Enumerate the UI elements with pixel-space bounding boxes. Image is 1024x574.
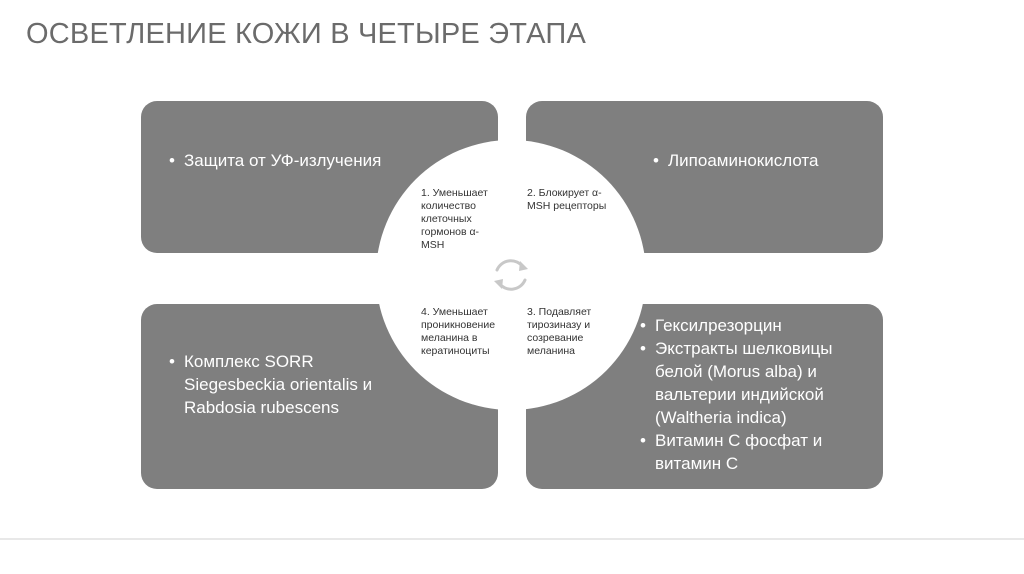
- panel-top-right-list: [653, 149, 873, 172]
- cycle-arrows-icon: [490, 253, 532, 297]
- panel-bottom-right-list: [640, 314, 876, 475]
- step-2-text: 2. Блокирует α-MSH рецепторы: [527, 187, 607, 212]
- slide-title: ОСВЕТЛЕНИЕ КОЖИ В ЧЕТЫРЕ ЭТАПА: [26, 18, 586, 50]
- step-1-text: 1. Уменьшает количество клеточных гормонов α-MSH: [421, 187, 488, 251]
- list-item: • Комплекс SORR Siegesbeckia orientalis и Rabdosia rubescens: [169, 350, 379, 419]
- step-3-text: 3. Подавляет тирозиназу и созревание меланина: [527, 306, 592, 357]
- step-4-text: 4. Уменьшает проникновение меланина в кератиноциты: [421, 306, 496, 357]
- list-item: • Защита от УФ-излучения: [169, 149, 409, 172]
- footer-divider: [0, 538, 1024, 540]
- list-item: • Витамин С фосфат и витамин С: [640, 429, 876, 475]
- panel-top-left-list: [169, 149, 409, 172]
- list-item: • Липоаминокислота: [653, 149, 873, 172]
- panel-bottom-left-list: [169, 350, 379, 419]
- list-item: • Экстракты шелковицы белой (Morus alba) и вальтерии индийской (Waltheria indica): [640, 337, 876, 429]
- list-item: • Гексилрезорцин: [640, 314, 876, 337]
